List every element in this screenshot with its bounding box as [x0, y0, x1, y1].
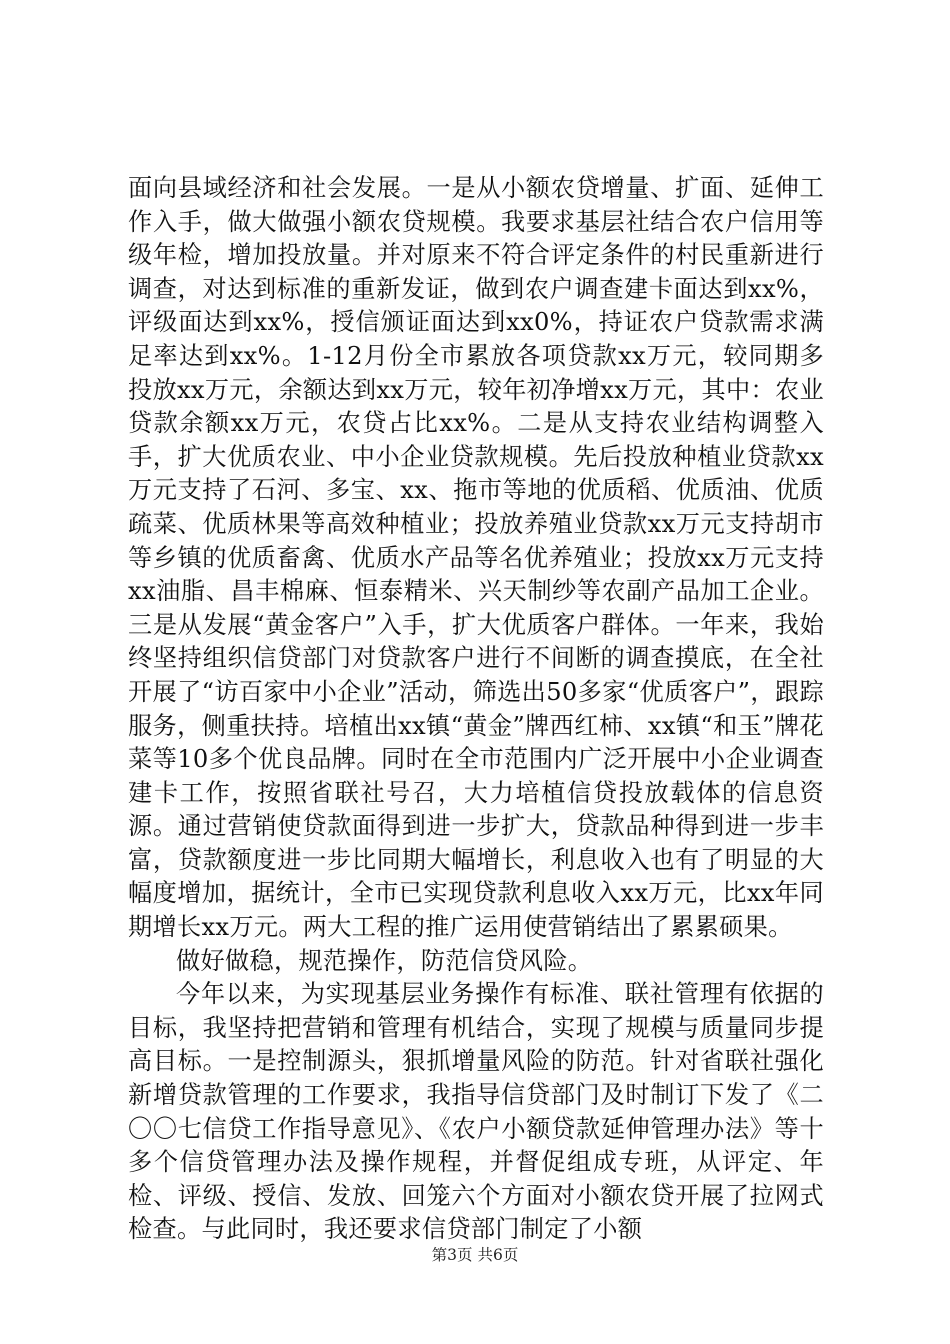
document-body	[128, 172, 824, 1247]
section-heading-risk-control: 做好做稳，规范操作，防范信贷风险。	[176, 946, 593, 975]
paragraph-loan-growth: 面向县域经济和社会发展。一是从小额农贷增量、扩面、延伸工作入手，做大做强小额农贷规模。我要求基层社结合农户信用等级年检，增加投放量。并对原来不符合评定条件的村民重新进行调查，对达到标准的重新发证，做到农户调查建卡面达到xx%，评级面达到xx%，授信颁证面达到xx0%，持证农户贷款需求满足率达到xx%。1-12月份全市累放各项贷款xx万元，较同期多投放xx万元，余额达到xx万元，较年初净增xx万元，其中：农业贷款余额xx万元，农贷占比xx%。二是从支持农业结构调整入手，扩大优质农业、中小企业贷款规模。先后投放种植业贷款xx万元支持了石河、多宝、xx、拖市等地的优质稻、优质油、优质疏菜、优质林果等高效种植业；投放养殖业贷款xx万元支持胡市等乡镇的优质畜禽、优质水产品等名优养殖业；投放xx万元支持xx油脂、昌丰棉麻、恒泰精米、兴天制纱等农副产品加工企业。三是从发展“黄金客户”入手，扩大优质客户群体。一年来，我始终坚持组织信贷部门对贷款客户进行不间断的调查摸底，在全社开展了“访百家中小企业”活动，筛选出50多家“优质客户”，跟踪服务，侧重扶持。培植出xx镇“黄金”牌西红柿、xx镇“和玉”牌花菜等10多个优良品牌。同时在全市范围内广泛开展中小企业调查建卡工作，按照省联社号召，大力培植信贷投放载体的信息资源。通过营销使贷款面得到进一步扩大，贷款品种得到进一步丰富，贷款额度进一步比同期大幅增长，利息收入也有了明显的大幅度增加，据统计，全市已实现贷款利息收入xx万元，比xx年同期增长xx万元。两大工程的推广运用使营销结出了累累硕果。	[128, 174, 824, 942]
page-number-footer: 第3页 共6页	[431, 1246, 519, 1264]
paragraph-risk-management: 今年以来，为实现基层业务操作有标准、联社管理有依据的目标，我坚持把营销和管理有机结合，实现了规模与质量同步提高目标。一是控制源头，狠抓增量风险的防范。针对省联社强化新增贷款管理的工作要求，我指导信贷部门及时制订下发了《二〇〇七信贷工作指导意见》、《农户小额贷款延伸管理办法》等十多个信贷管理办法及操作规程，并督促组成专班，从评定、年检、评级、授信、发放、回笼六个方面对小额农贷开展了拉网式检查。与此同时，我还要求信贷部门制定了小额	[128, 980, 824, 1244]
